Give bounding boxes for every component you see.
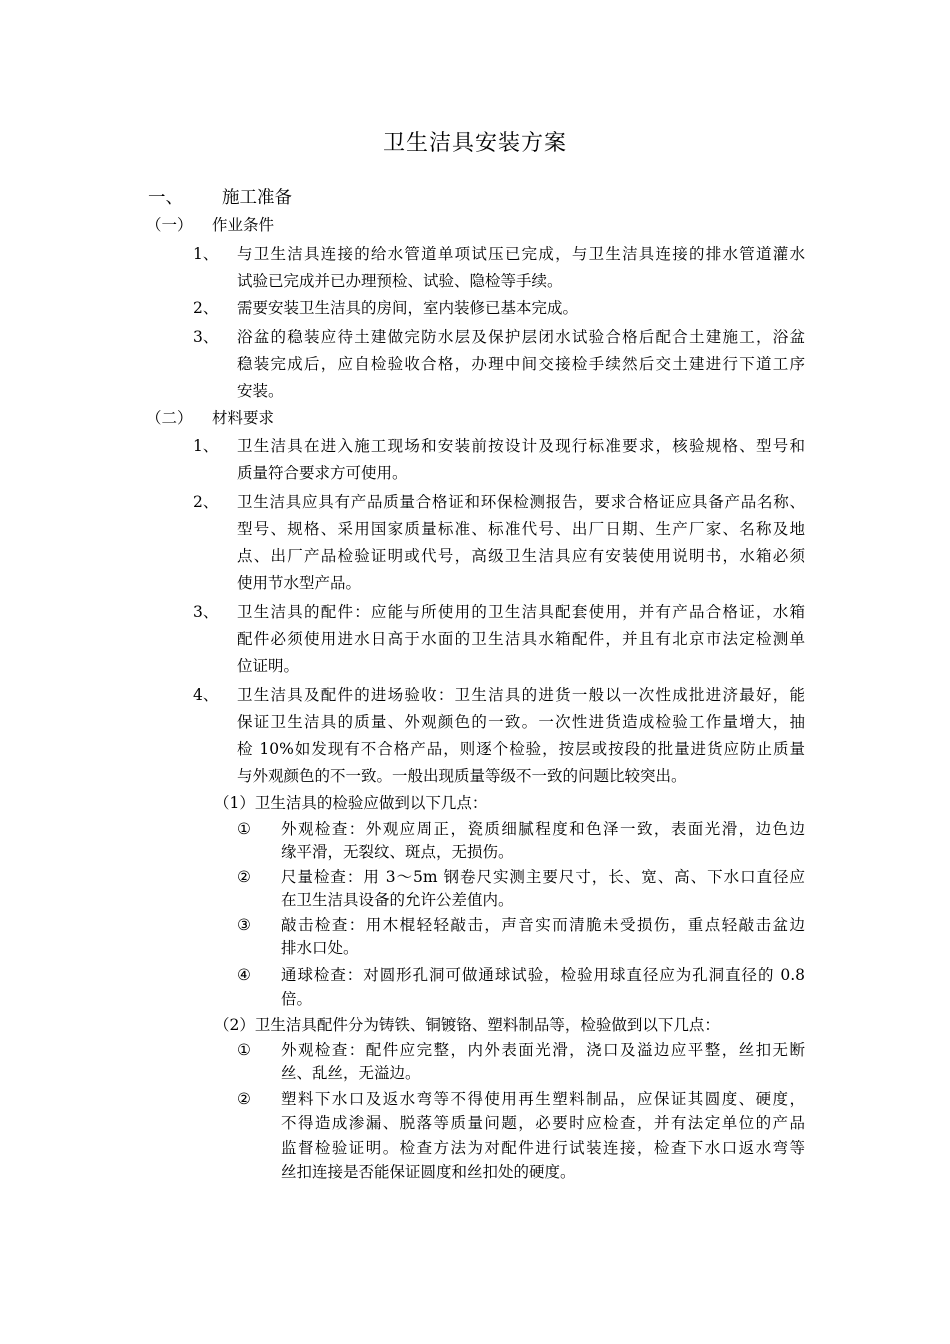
paragraph-line: 点、出厂产品检验证明或代号，高级卫生洁具应有安装使用说明书，水箱必须 — [237, 547, 805, 565]
paragraph-line: 在卫生洁具设备的允许公差值内。 — [281, 891, 514, 909]
paragraph-line: 试验已完成并已办理预检、试验、隐检等手续。 — [237, 272, 563, 290]
paragraph-line: 倍。 — [281, 990, 313, 1008]
check-list-heading: （1）卫生洁具的检验应做到以下几点： — [214, 794, 488, 812]
paragraph-line: 外观检查：外观应周正，瓷质细腻程度和色泽一致，表面光滑，边色边 — [281, 820, 805, 838]
paragraph-line: 检 10%如发现有不合格产品，则逐个检验，按层或按段的批量进货应防止质量 — [237, 740, 805, 758]
subsection-heading: 材料要求 — [212, 409, 275, 427]
circled-number: ③ — [237, 916, 251, 934]
paragraph-line: 卫生洁具及配件的进场验收：卫生洁具的进货一般以一次性成批进济最好，能 — [237, 686, 805, 704]
paragraph-line: 位证明。 — [237, 657, 300, 675]
paragraph-line: 浴盆的稳装应待土建做完防水层及保护层闭水试验合格后配合土建施工，浴盆 — [237, 328, 805, 346]
paragraph-line: 与卫生洁具连接的给水管道单项试压已完成，与卫生洁具连接的排水管道灌水 — [237, 245, 805, 263]
section-heading: 施工准备 — [222, 188, 292, 208]
circled-number: ② — [237, 1090, 251, 1108]
list-item-number: 1、 — [193, 437, 219, 455]
circled-number: ① — [237, 1041, 251, 1059]
circled-number: ② — [237, 868, 251, 886]
paragraph-line: 丝扣连接是否能保证圆度和丝扣处的硬度。 — [281, 1163, 576, 1181]
paragraph-line: 塑料下水口及返水弯等不得使用再生塑料制品，应保证其圆度、硬度， — [281, 1090, 805, 1108]
section-number: 一、 — [148, 188, 183, 208]
circled-number: ① — [237, 820, 251, 838]
subsection-number: （一） — [146, 216, 193, 234]
paragraph-line: 排水口处。 — [281, 939, 359, 957]
list-item-number: 4、 — [193, 686, 219, 704]
paragraph-line: 通球检查：对圆形孔洞可做通球试验，检验用球直径应为孔洞直径的 0.8 — [281, 966, 805, 984]
subsection-number: （二） — [146, 409, 193, 427]
paragraph-line: 监督检验证明。检查方法为对配件进行试装连接，检查下水口返水弯等 — [281, 1139, 805, 1157]
paragraph-line: 敲击检查：用木棍轻轻敲击，声音实而清脆未受损伤，重点轻敲击盆边 — [281, 916, 805, 934]
circled-number: ④ — [237, 966, 251, 984]
paragraph-line: 需要安装卫生洁具的房间，室内装修已基本完成。 — [237, 299, 579, 317]
list-item-number: 1、 — [193, 245, 219, 263]
paragraph-line: 稳装完成后，应自检验收合格，办理中间交接检手续然后交土建进行下道工序 — [237, 355, 805, 373]
paragraph-line: 与外观颜色的不一致。一般出现质量等级不一致的问题比较突出。 — [237, 767, 687, 785]
list-item-number: 3、 — [193, 328, 219, 346]
paragraph-line: 质量符合要求方可使用。 — [237, 464, 408, 482]
paragraph-line: 卫生洁具应具有产品质量合格证和环保检测报告，要求合格证应具备产品名称、 — [237, 493, 805, 511]
paragraph-line: 不得造成渗漏、脱落等质量问题，必要时应检查，并有法定单位的产品 — [281, 1114, 805, 1132]
paragraph-line: 尺量检查：用 3～5m 钢卷尺实测主要尺寸，长、宽、高、下水口直径应 — [281, 868, 805, 886]
paragraph-line: 使用节水型产品。 — [237, 574, 362, 592]
paragraph-line: 配件必须使用进水日高于水面的卫生洁具水箱配件，并且有北京市法定检测单 — [237, 630, 805, 648]
paragraph-line: 缘平滑，无裂纹、斑点，无损伤。 — [281, 843, 514, 861]
list-item-number: 3、 — [193, 603, 219, 621]
paragraph-line: 外观检查：配件应完整，内外表面光滑，浇口及溢边应平整，丝扣无断 — [281, 1041, 805, 1059]
paragraph-line: 型号、规格、采用国家质量标准、标准代号、出厂日期、生产厂家、名称及地 — [237, 520, 805, 538]
subsection-heading: 作业条件 — [212, 216, 275, 234]
paragraph-line: 卫生洁具在进入施工现场和安装前按设计及现行标准要求，核验规格、型号和 — [237, 437, 805, 455]
document-title: 卫生洁具安装方案 — [382, 131, 567, 156]
list-item-number: 2、 — [193, 493, 219, 511]
paragraph-line: 丝、乱丝，无溢边。 — [281, 1064, 421, 1082]
check-list-heading: （2）卫生洁具配件分为铸铁、铜镀铬、塑料制品等，检验做到以下几点： — [214, 1016, 720, 1034]
list-item-number: 2、 — [193, 299, 219, 317]
paragraph-line: 卫生洁具的配件：应能与所使用的卫生洁具配套使用，并有产品合格证，水箱 — [237, 603, 805, 621]
paragraph-line: 保证卫生洁具的质量、外观颜色的一致。一次性进货造成检验工作量增大，抽 — [237, 713, 805, 731]
paragraph-line: 安装。 — [237, 382, 284, 400]
